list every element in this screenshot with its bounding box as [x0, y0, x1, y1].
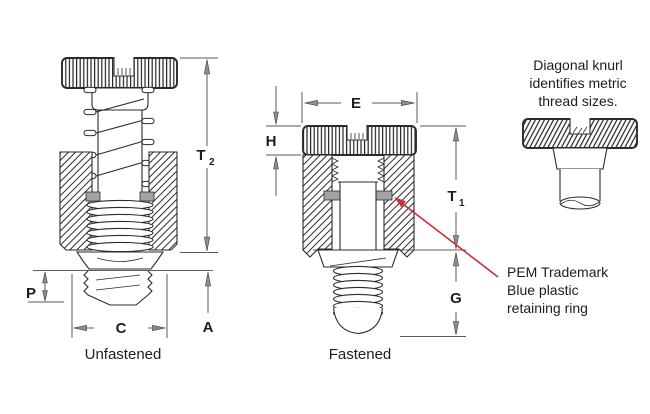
knurl-note-line1: Diagonal knurl [533, 57, 623, 73]
dim-t1-label: T [447, 188, 457, 205]
panel-cross-section-fastened [303, 155, 414, 257]
dim-g [400, 253, 466, 337]
dim-p [26, 272, 64, 302]
screw-tip-phantom [84, 271, 152, 305]
pem-note [507, 264, 609, 316]
dim-t2-sub: 2 [209, 157, 215, 168]
dim-h-label: H [265, 133, 277, 150]
dim-h [266, 86, 301, 196]
dim-a-label: A [202, 319, 214, 336]
unfastened-figure [26, 57, 218, 364]
dim-t1-sub: 1 [459, 198, 465, 209]
knurled-head [62, 57, 177, 89]
fastened-figure [266, 86, 466, 363]
dim-e-label: E [350, 95, 362, 112]
dim-c [72, 274, 167, 338]
protruding-screw-threads [334, 266, 383, 333]
insert-flange-fastened [318, 250, 398, 267]
knurl-note-line3: thread sizes. [538, 93, 618, 109]
detail-collar [553, 148, 607, 169]
dim-t2-label: T [196, 147, 206, 164]
caption-fastened: Fastened [328, 346, 392, 363]
inner-screw-body [338, 182, 378, 256]
knurl-note [529, 57, 626, 109]
pem-note-line2: Blue plastic [507, 282, 579, 298]
engaged-threads [87, 200, 153, 251]
dim-c-label: C [115, 320, 127, 337]
dim-t2 [180, 58, 218, 253]
metric-knurl-detail [523, 57, 637, 209]
knurled-head-fastened [303, 125, 416, 156]
head-slot [347, 125, 367, 141]
insert-flange [77, 252, 163, 269]
head-slot [114, 57, 134, 77]
detail-shank [560, 169, 600, 209]
caption-unfastened: Unfastened [84, 346, 162, 363]
knurl-note-line2: identifies metric [529, 75, 627, 91]
bore-thread-serrations [332, 158, 384, 182]
pem-note-line1: PEM Trademark [507, 264, 609, 280]
dim-e [302, 92, 417, 123]
retaining-ring-fastened [324, 191, 392, 200]
dim-p-label: P [25, 285, 37, 302]
screw-tip [334, 308, 383, 334]
diagonal-knurled-head [523, 118, 637, 149]
dim-a [203, 272, 214, 336]
dim-g-label: G [450, 290, 462, 307]
pem-note-line3: retaining ring [507, 300, 588, 316]
head-collar [92, 88, 148, 110]
dim-t1 [420, 126, 466, 249]
head-slot [570, 118, 590, 135]
